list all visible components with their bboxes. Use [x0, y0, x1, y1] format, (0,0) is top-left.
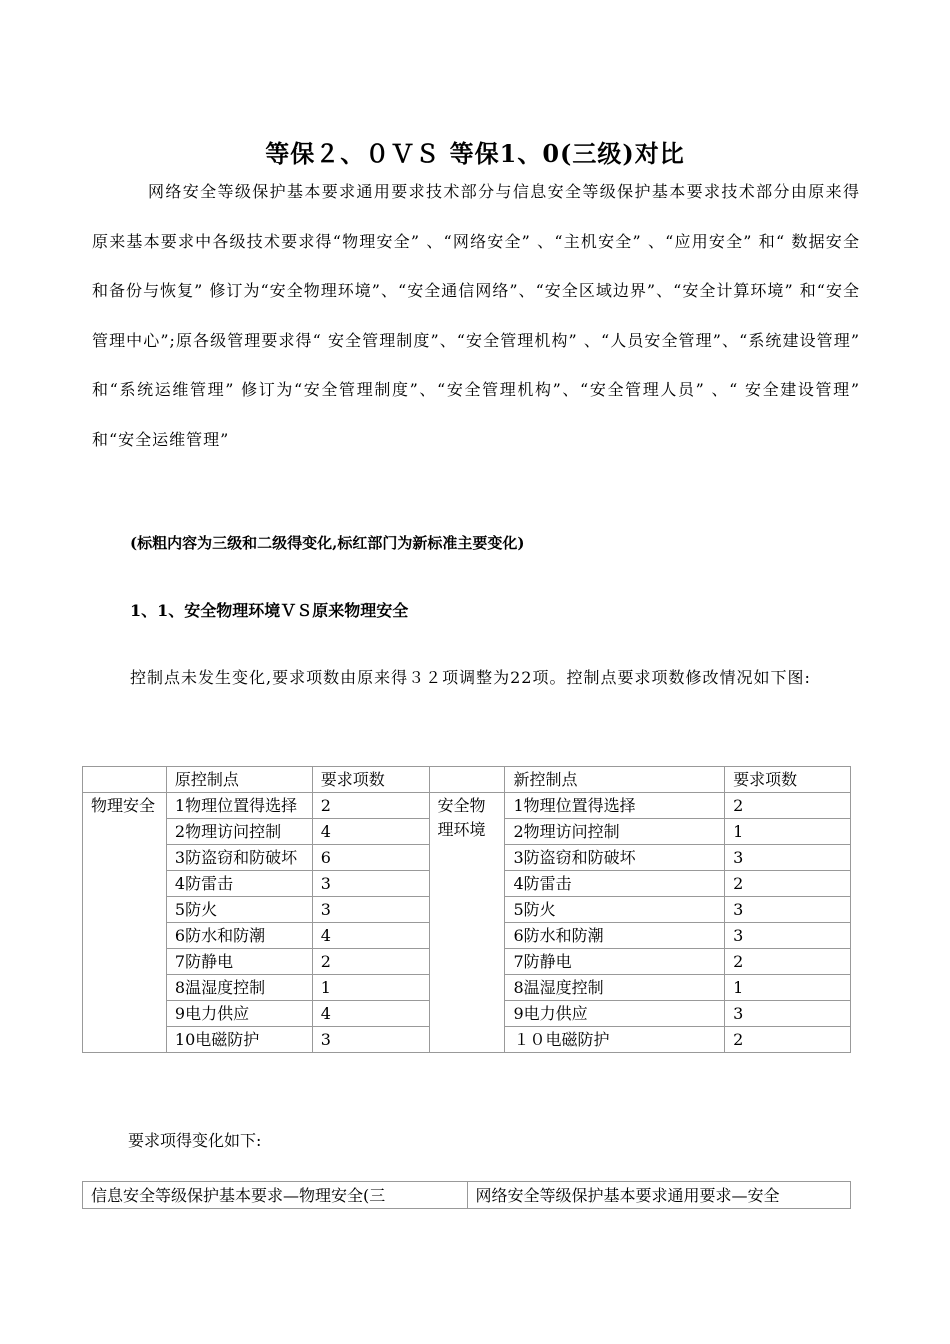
old-control-cell: 4防雷击: [166, 871, 312, 897]
old-control-cell: 3防盗窃和防破坏: [166, 845, 312, 871]
old-count-cell: 3: [312, 897, 429, 923]
old-control-cell: 6防水和防潮: [166, 923, 312, 949]
old-count-cell: 3: [312, 1027, 429, 1053]
new-count-cell: 2: [725, 793, 851, 819]
new-count-cell: 2: [725, 949, 851, 975]
new-control-cell: 5防火: [505, 897, 725, 923]
old-control-cell: 2物理访问控制: [166, 819, 312, 845]
requirements-table: [82, 1181, 851, 1209]
new-control-cell: 6防水和防潮: [505, 923, 725, 949]
new-count-cell: 1: [725, 819, 851, 845]
new-count-cell: 2: [725, 1027, 851, 1053]
header-cell: [83, 767, 167, 793]
old-group-cell: 物理安全: [83, 793, 167, 1053]
new-control-cell: 7防静电: [505, 949, 725, 975]
old-count-cell: 1: [312, 975, 429, 1001]
new-count-cell: 3: [725, 923, 851, 949]
intro-paragraph: 网络安全等级保护基本要求通用要求技术部分与信息安全等级保护基本要求技术部分由原来得原来基本要求中各级技术要求得“物理安全” 、“网络安全” 、“主机安全” 、“应用安全” 和“ 数据安全和备份与恢复” 修订为“安全物理环境”、“安全通信网络”、“安全区域边界”、“安全计算环境” 和“安全管理中心”;原各级管理要求得“ 安全管理制度”、“安全管理机构” 、“人员安全管理”、“系统建设管理” 和“系统运维管理” 修订为“安全管理制度”、“安全管理机构”、“安全管理人员” 、“ 安全建设管理” 和“安全运维管理”: [92, 182, 860, 449]
header-cell: 新控制点: [505, 767, 725, 793]
header-cell: 要求项数: [312, 767, 429, 793]
new-control-cell: 9电力供应: [505, 1001, 725, 1027]
table-header-row: [83, 767, 851, 793]
old-control-cell: 8温湿度控制: [166, 975, 312, 1001]
old-count-cell: 4: [312, 819, 429, 845]
new-control-cell: 8温湿度控制: [505, 975, 725, 1001]
header-cell: [429, 767, 505, 793]
new-count-cell: 1: [725, 975, 851, 1001]
old-count-cell: 2: [312, 949, 429, 975]
right-header-cell: 网络安全等级保护基本要求通用要求—安全: [467, 1182, 851, 1209]
new-control-cell: 3防盗窃和防破坏: [505, 845, 725, 871]
section-heading: 1、1、安全物理环境ＶＳ原来物理安全: [130, 601, 409, 620]
section-paragraph: 控制点未发生变化,要求项数由原来得３２项调整为22项。控制点要求项数修改情况如下图:: [130, 668, 811, 687]
note-text: (标粗内容为三级和二级得变化,标红部门为新标准主要变化): [130, 534, 525, 552]
table-caption: 要求项得变化如下:: [128, 1131, 262, 1150]
new-count-cell: 3: [725, 897, 851, 923]
comparison-table: [82, 766, 851, 1053]
new-control-cell: １０电磁防护: [505, 1027, 725, 1053]
new-control-cell: 2物理访问控制: [505, 819, 725, 845]
new-control-cell: 4防雷击: [505, 871, 725, 897]
old-control-cell: 9电力供应: [166, 1001, 312, 1027]
page-title: 等保２、０ＶＳ 等保1、0(三级)对比: [265, 139, 685, 168]
header-cell: 原控制点: [166, 767, 312, 793]
header-cell: 要求项数: [725, 767, 851, 793]
old-control-cell: 1物理位置得选择: [166, 793, 312, 819]
old-count-cell: 6: [312, 845, 429, 871]
old-count-cell: 4: [312, 923, 429, 949]
new-count-cell: 2: [725, 871, 851, 897]
new-count-cell: 3: [725, 1001, 851, 1027]
old-control-cell: 7防静电: [166, 949, 312, 975]
old-count-cell: 2: [312, 793, 429, 819]
table-row: [83, 1182, 851, 1209]
new-count-cell: 3: [725, 845, 851, 871]
old-count-cell: 3: [312, 871, 429, 897]
new-group-cell: 安全物理环境: [429, 793, 505, 1053]
new-control-cell: 1物理位置得选择: [505, 793, 725, 819]
old-control-cell: 5防火: [166, 897, 312, 923]
old-control-cell: 10电磁防护: [166, 1027, 312, 1053]
old-count-cell: 4: [312, 1001, 429, 1027]
table-row: [83, 793, 851, 819]
left-header-cell: 信息安全等级保护基本要求—物理安全(三: [83, 1182, 468, 1209]
